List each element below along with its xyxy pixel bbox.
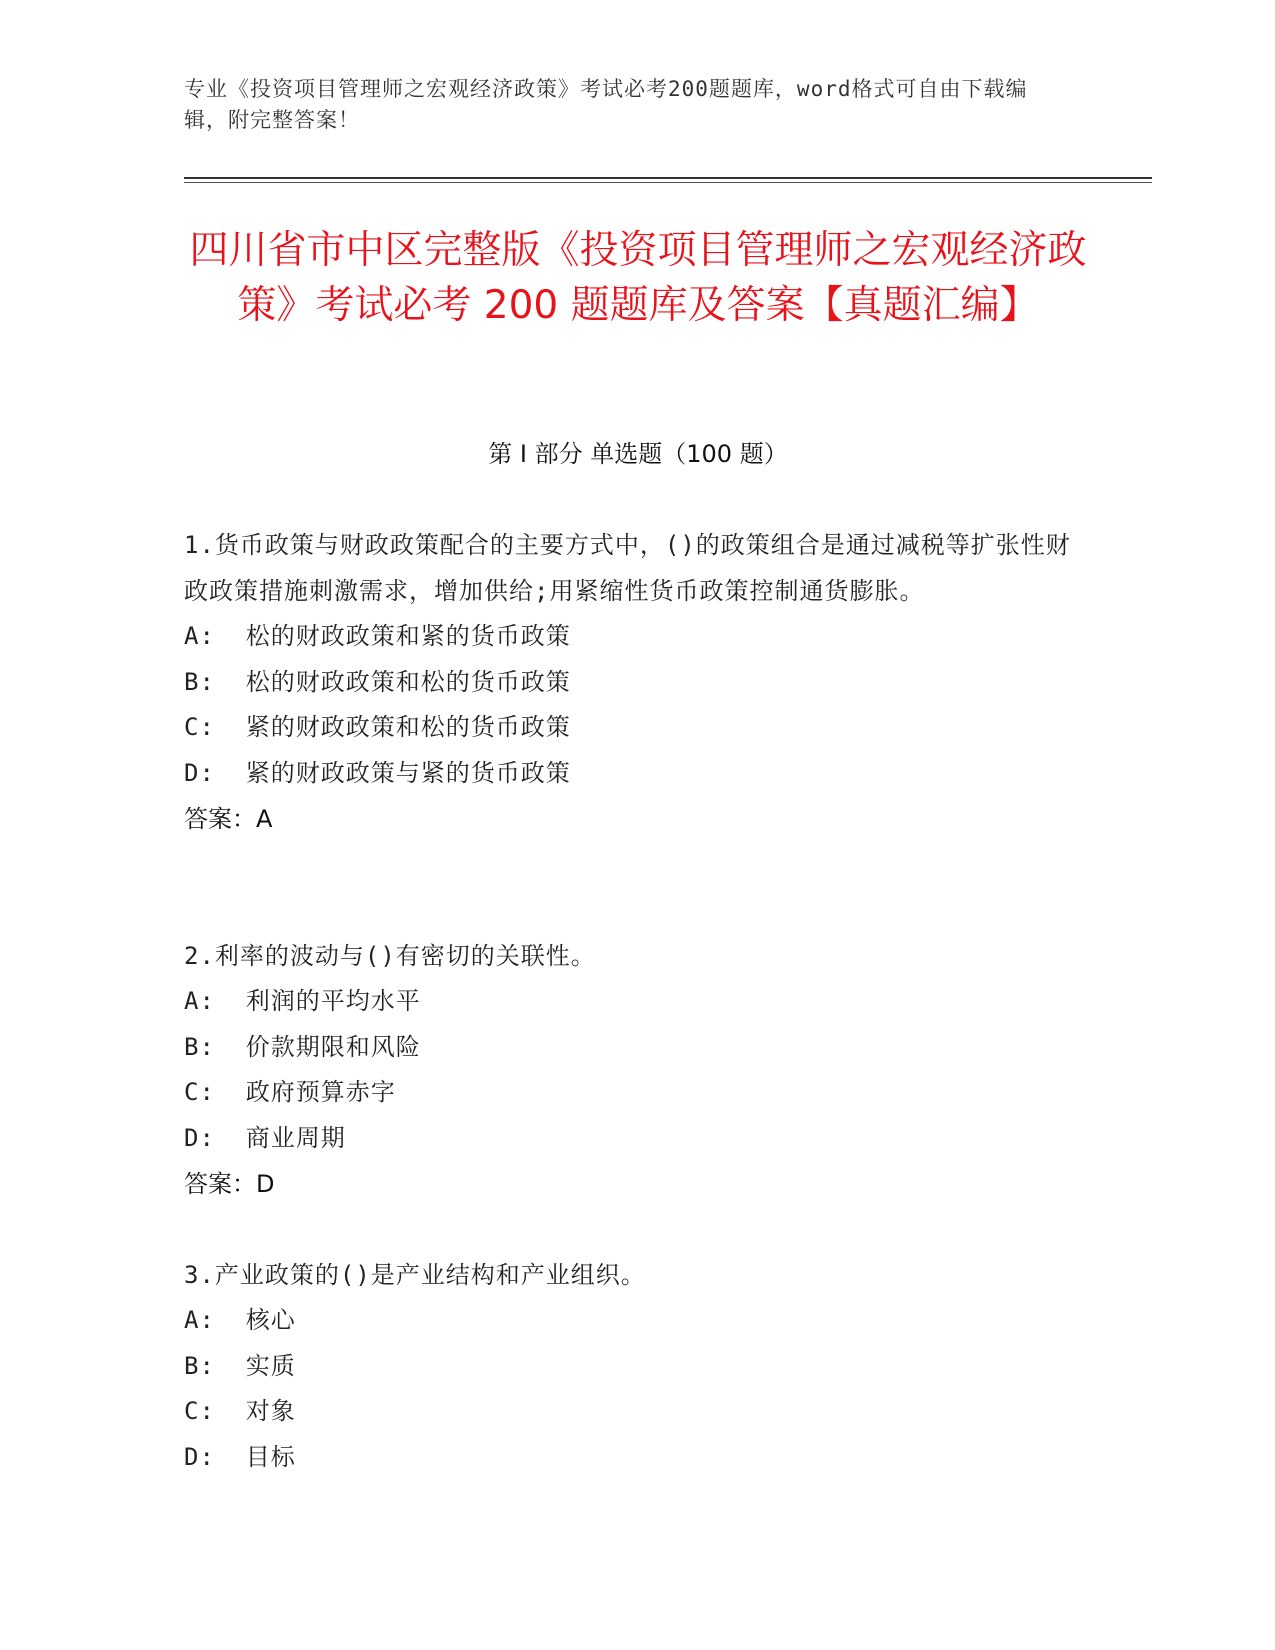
option-b: B: 松的财政政策和松的货币政策 <box>184 667 571 696</box>
option-b: B: 实质 <box>184 1351 296 1380</box>
document-title: 四川省市中区完整版《投资项目管理师之宏观经济政策》考试必考 200 题题库及答案【真题汇编】 <box>189 228 1087 328</box>
answer: 答案：A <box>184 805 273 833</box>
option-b: B: 价款期限和风险 <box>184 1032 421 1061</box>
option-c: C: 对象 <box>184 1397 296 1425</box>
option-c: C: 政府预算赤字 <box>184 1078 396 1106</box>
option-a: A: 核心 <box>184 1306 296 1334</box>
header-note: 专业《投资项目管理师之宏观经济政策》考试必考200题题库，word格式可自由下载编辑，附完整答案！ <box>184 77 1028 132</box>
option-d: D: 目标 <box>184 1442 296 1471</box>
option-a: A: 利润的平均水平 <box>184 987 421 1015</box>
question-stem: 3.产业政策的()是产业结构和产业组织。 <box>184 1261 646 1289</box>
answer: 答案：D <box>184 1170 275 1198</box>
option-d: D: 商业周期 <box>184 1123 346 1152</box>
question-2 <box>184 933 1084 1207</box>
question-stem: 2.利率的波动与()有密切的关联性。 <box>184 942 596 970</box>
header-divider-thick <box>184 177 1152 179</box>
option-c: C: 紧的财政政策和松的货币政策 <box>184 713 571 741</box>
question-3 <box>184 1252 1084 1480</box>
question-1 <box>184 522 1084 842</box>
option-a: A: 松的财政政策和紧的货币政策 <box>184 622 571 650</box>
section-heading: 第 I 部分 单选题（100 题） <box>488 440 788 468</box>
header-divider-thin <box>184 182 1152 183</box>
option-d: D: 紧的财政政策与紧的货币政策 <box>184 758 571 787</box>
question-stem: 1.货币政策与财政政策配合的主要方式中，()的政策组合是通过减税等扩张性财政政策措施刺激需求，增加供给;用紧缩性货币政策控制通货膨胀。 <box>184 531 1071 605</box>
